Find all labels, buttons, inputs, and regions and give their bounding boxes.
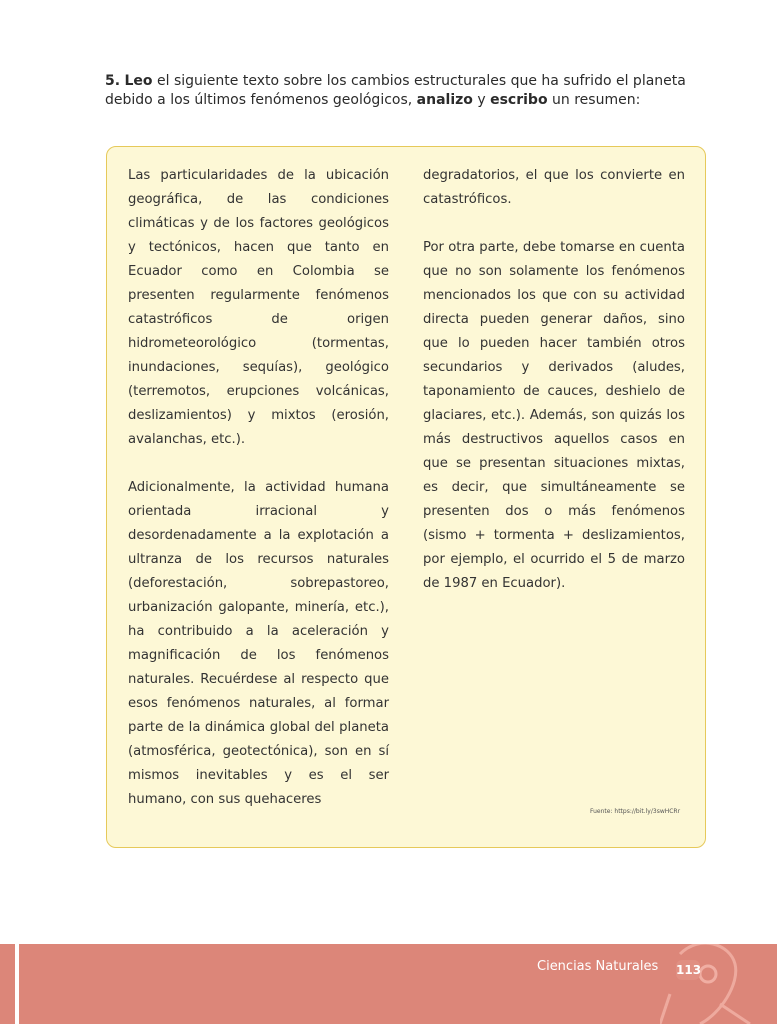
page-number: 113	[676, 960, 700, 980]
footer-stripe	[15, 944, 19, 1024]
article-paragraph-1: Las particularidades de la ubicación geográfica, de las condiciones climáticas y de los factores geológicos y tectónicos, hacen que tanto en Ecuador como en Colombia se presenten regularmente fenómenos catastróficos de origen hidrometeorológico (tormentas, inundaciones, sequías), geológico (terremotos, erupciones volcánicas, deslizamientos) y mixtos (erosión, avalanchas, etc.).	[128, 168, 389, 447]
instruction-text-3: un resumen:	[547, 92, 641, 108]
verb-leo: Leo	[124, 73, 153, 89]
instruction-text-1: el siguiente texto sobre los cambios estructurales que ha sufrido el planeta debido a los últimos fenómenos geológicos,	[105, 73, 686, 108]
article-right-column	[423, 164, 685, 596]
article-paragraph-3: Por otra parte, debe tomarse en cuenta que no son solamente los fenómenos mencionados los que con su actividad directa pueden generar daños, sino que lo pueden hacer también otros secundarios y derivados (aludes, taponamiento de cauces, deshielo de glaciares, etc.). Además, son quizás los más destructivos aquellos casos en que se presentan situaciones mixtas, es decir, que simultáneamente se presenten dos o más fenómenos (sismo + tormenta + deslizamientos, por ejemplo, el ocurrido el 5 de marzo de 1987 en Ecuador).	[423, 240, 685, 591]
activity-number: 5.	[105, 73, 121, 89]
activity-instruction	[105, 72, 725, 110]
verb-escribo: escribo	[490, 92, 548, 108]
article-paragraph-2-continued: degradatorios, el que los convierte en catastróficos.	[423, 168, 685, 207]
source-citation: Fuente: https://bit.ly/3swHCRr	[590, 808, 681, 815]
instruction-text-2: y	[472, 92, 491, 108]
verb-analizo: analizo	[416, 92, 473, 108]
rocket-icon	[660, 944, 777, 1024]
subject-name: Ciencias Naturales	[537, 959, 659, 974]
article-paragraph-2: Adicionalmente, la actividad humana orientada irracional y desordenadamente a la explotación a ultranza de los recursos naturales (deforestación, sobrepastoreo, urbanización galopante, minería, etc.), ha contribuido a la aceleración y magnificación de los fenómenos naturales. Recuérdese al respecto que esos fenómenos naturales, al formar parte de la dinámica global del planeta (atmosférica, geotectónica), son en sí mismos inevitables y es el ser humano, con sus quehaceres	[128, 480, 389, 807]
article-left-column	[128, 164, 389, 812]
